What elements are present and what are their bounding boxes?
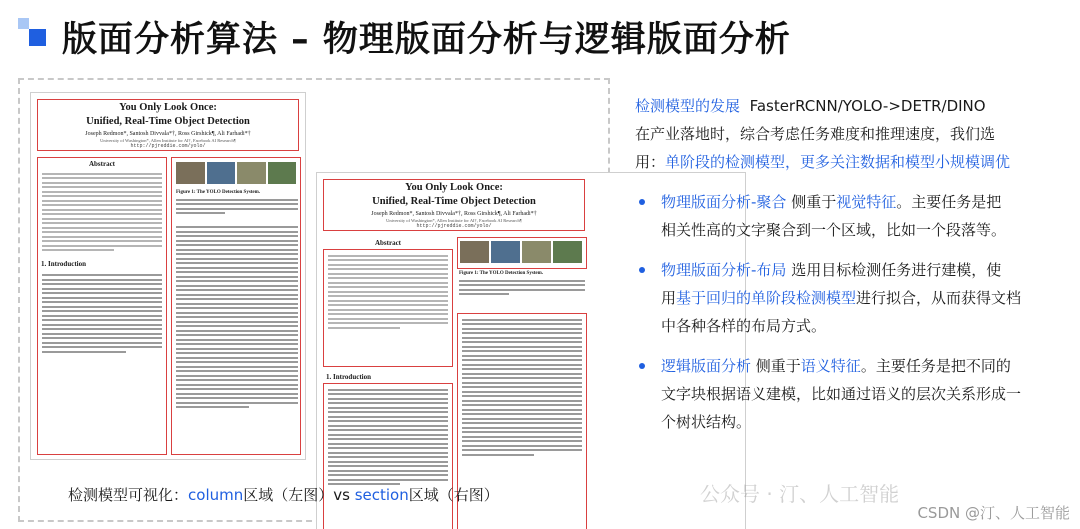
paper-preview-column <box>30 92 306 460</box>
b3-a: 侧重于 <box>751 357 801 375</box>
b3-title: 逻辑版面分析 <box>661 357 752 375</box>
intro-text <box>38 270 166 358</box>
title-region-box <box>323 179 585 231</box>
faint-watermark: 公众号 · 汀、人工智能 <box>700 482 900 506</box>
paper-affiliation: University of Washington*, Allen Institute for AI†, Facebook AI Research¶ <box>100 138 236 143</box>
bullet-physical-layout <box>635 256 1065 340</box>
bullet-logical-layout <box>635 352 1065 436</box>
logo-square-dark <box>29 29 46 46</box>
dev-line3-prefix: 用： <box>635 153 666 171</box>
figure-label-suffix: 区域（右图） <box>408 486 499 504</box>
b2-line2-highlight: 基于回归的单阶段检测模型 <box>676 289 857 307</box>
figure-label <box>68 484 499 505</box>
intro-heading: 1. Introduction <box>41 259 86 268</box>
b3-line2: 文字块根据语义建模，比如通过语义的层次关系形成一 <box>661 385 1022 403</box>
dev-line3-highlight: 单阶段的检测模型，更多关注数据和模型小规模调优 <box>665 153 1011 171</box>
paper-title-line1: You Only Look Once: <box>405 182 503 193</box>
b2-a: 选用目标检测任务进行建模，使 <box>786 261 1002 279</box>
abstract-text <box>38 168 166 256</box>
figure-panel <box>18 78 610 522</box>
paper-authors: Joseph Redmon*, Santosh Divvala*†, Ross Girshick¶, Ali Farhadi*† <box>85 131 251 137</box>
figure-caption: Figure 1: The YOLO Detection System. <box>176 190 261 195</box>
paper-url: http://pjreddie.com/yolo/ <box>130 143 206 149</box>
figure-label-section: section <box>354 486 409 504</box>
dev-models: FasterRCNN/YOLO->DETR/DINO <box>749 97 986 115</box>
b3-line3: 个树状结构。 <box>661 413 752 431</box>
b1-b: 视觉特征 <box>836 193 897 211</box>
right-column-region <box>171 157 301 455</box>
b1-line1 <box>661 188 1065 216</box>
dev-title: 检测模型的发展 <box>635 97 741 115</box>
page-title: 版面分析算法 – 物理版面分析与逻辑版面分析 <box>62 20 791 60</box>
figure-caption-text <box>176 195 298 218</box>
abstract-heading: Abstract <box>88 160 116 168</box>
figure-label-prefix: 检测模型可视化： <box>68 486 189 504</box>
figure-section-region <box>457 237 587 269</box>
figure-image <box>458 239 584 265</box>
figure-caption-text <box>459 276 585 299</box>
b2-line2-suffix: 进行拟合，从而获得文档 <box>856 289 1022 307</box>
intro-text <box>324 384 452 490</box>
b1-line2: 相关性高的文字聚合到一个区域，比如一个段落等。 <box>661 221 1007 239</box>
paper-authors: Joseph Redmon*, Santosh Divvala*†, Ross Girshick¶, Ali Farhadi*† <box>371 211 537 217</box>
b3-b: 语义特征 <box>800 357 861 375</box>
body-text <box>458 314 586 460</box>
title-region-box <box>37 99 299 151</box>
logo-square-light <box>18 18 29 29</box>
b1-title: 物理版面分析-聚合 <box>661 193 787 211</box>
intro-heading: 1. Introduction <box>326 373 371 381</box>
paper-url: http://pjreddie.com/yolo/ <box>416 223 492 229</box>
b3-line1 <box>661 352 1065 380</box>
intro-section-region <box>323 383 453 529</box>
abstract-heading: Abstract <box>374 239 402 247</box>
b2-line3: 中各种各样的布局方式。 <box>661 317 827 335</box>
figure-image <box>174 160 298 186</box>
left-column-region <box>37 157 167 455</box>
b3-c: 。主要任务是把不同的 <box>860 357 1011 375</box>
figure-caption: Figure 1: The YOLO Detection System. <box>459 271 544 276</box>
b2-line1 <box>661 256 1065 284</box>
body-text <box>176 218 298 409</box>
b1-c: 。主要任务是把 <box>896 193 1002 211</box>
dev-line1 <box>635 92 1065 120</box>
b2-line2 <box>661 284 1065 312</box>
paper-title-line2: Unified, Real-Time Object Detection <box>86 116 250 127</box>
logo-squares <box>18 18 54 54</box>
paper-title-line1: You Only Look Once: <box>119 102 217 113</box>
description-panel <box>635 92 1065 436</box>
dev-line3 <box>635 148 1065 176</box>
bullet-dot <box>639 199 645 205</box>
paper-title-line2: Unified, Real-Time Object Detection <box>372 196 536 207</box>
paper-affiliation: University of Washington*, Allen Institute for AI†, Facebook AI Research¶ <box>386 218 522 223</box>
figure-label-mid: 区域（左图）vs <box>243 486 355 504</box>
csdn-watermark: CSDN @汀、人工智能 <box>917 504 1070 522</box>
abstract-text <box>324 250 452 333</box>
abstract-section-region <box>323 249 453 367</box>
figure-label-column: column <box>188 486 244 504</box>
b2-title: 物理版面分析-布局 <box>661 261 787 279</box>
b2-line2-prefix: 用 <box>661 289 677 307</box>
b1-a: 侧重于 <box>786 193 837 211</box>
bullet-dot <box>639 363 645 369</box>
bullet-physical-aggregation <box>635 188 1065 244</box>
dev-line2: 在产业落地时，综合考虑任务难度和推理速度，我们选 <box>635 125 996 143</box>
bullet-dot <box>639 267 645 273</box>
